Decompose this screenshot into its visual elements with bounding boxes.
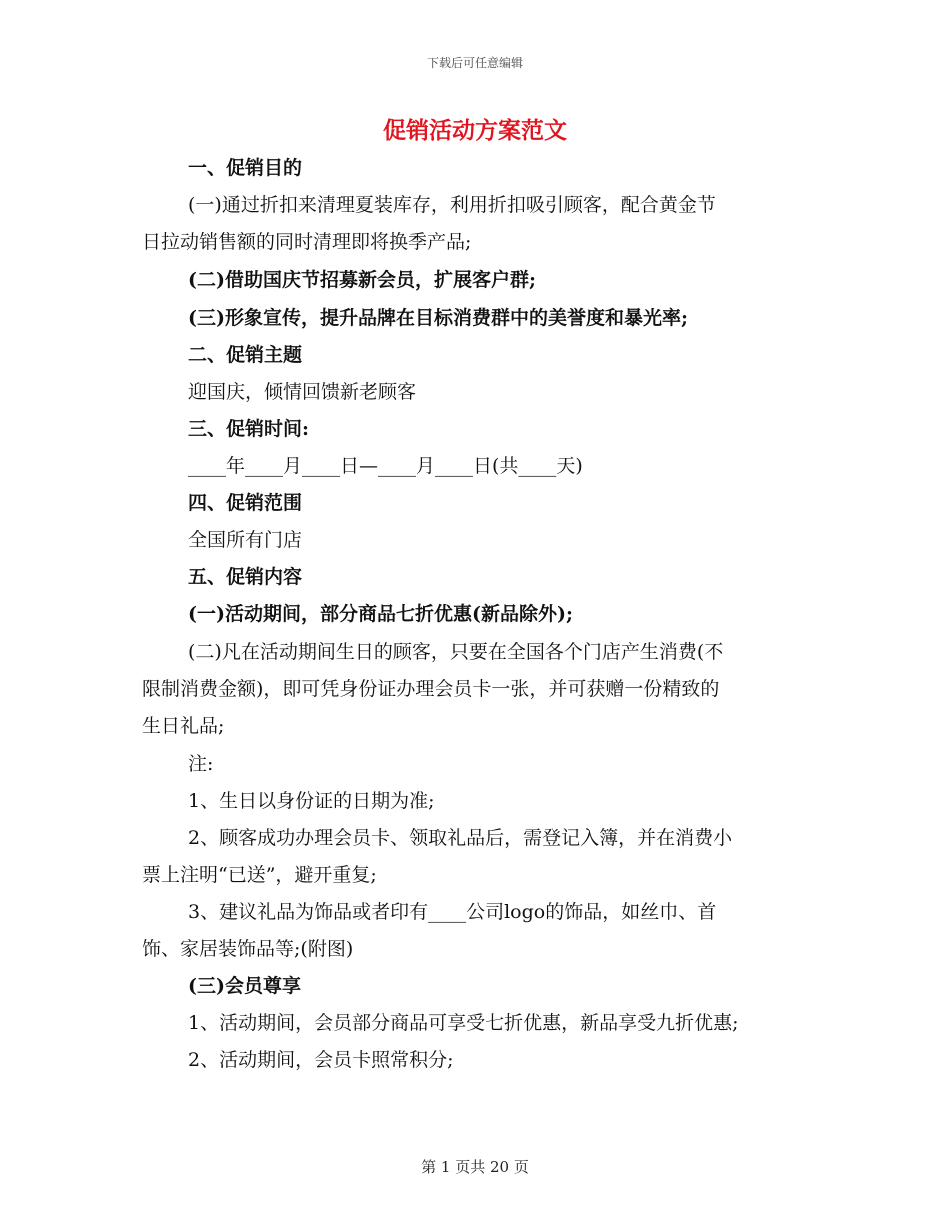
paragraph-line: 生日礼品; (142, 715, 225, 737)
paragraph-line: 1、活动期间，会员部分商品可享受七折优惠，新品享受九折优惠; (188, 1012, 739, 1034)
section-heading: 四、促销范围 (188, 492, 303, 514)
date-blank-line: ____年____月____日—____月____日(共____天) (188, 455, 583, 477)
paragraph-line: 2、顾客成功办理会员卡、领取礼品后，需登记入簿，并在消费小 (188, 827, 733, 849)
section-heading: 一、促销目的 (188, 157, 303, 179)
section-heading: 三、促销时间: (188, 418, 310, 440)
document-title: 促销活动方案范文 (383, 117, 567, 144)
page-footer: 第 1 页共 20 页 (421, 1158, 529, 1176)
bold-item: (三)形象宣传，提升品牌在目标消费群中的美誉度和暴光率; (188, 307, 688, 329)
bold-item: (一)活动期间，部分商品七折优惠(新品除外); (188, 603, 573, 625)
paragraph-line: 限制消费金额)，即可凭身份证办理会员卡一张，并可获赠一份精致的 (142, 678, 720, 700)
paragraph-line: 日拉动销售额的同时清理即将换季产品; (142, 231, 472, 253)
paragraph-line: (二)凡在活动期间生日的顾客，只要在全国各个门店产生消费(不 (188, 641, 724, 663)
paragraph-line: 全国所有门店 (188, 529, 303, 551)
bold-item: (二)借助国庆节招募新会员，扩展客户群; (188, 269, 536, 291)
page-header: 下载后可任意编辑 (426, 56, 523, 70)
paragraph-line: 票上注明“已送”，避开重复; (142, 864, 377, 886)
note-label: 注: (188, 753, 214, 775)
paragraph-line: 3、建议礼品为饰品或者印有____公司logo的饰品，如丝巾、首 (188, 901, 717, 923)
paragraph-line: (一)通过折扣来清理夏装库存，利用折扣吸引顾客，配合黄金节 (188, 194, 716, 216)
bold-item: (三)会员尊享 (188, 975, 301, 997)
paragraph-line: 饰、家居装饰品等;(附图) (142, 938, 354, 960)
section-heading: 五、促销内容 (188, 566, 303, 588)
paragraph-line: 迎国庆，倾情回馈新老顾客 (188, 381, 417, 403)
paragraph-line: 2、活动期间，会员卡照常积分; (188, 1049, 454, 1071)
paragraph-line: 1、生日以身份证的日期为准; (188, 790, 435, 812)
section-heading: 二、促销主题 (188, 344, 303, 366)
